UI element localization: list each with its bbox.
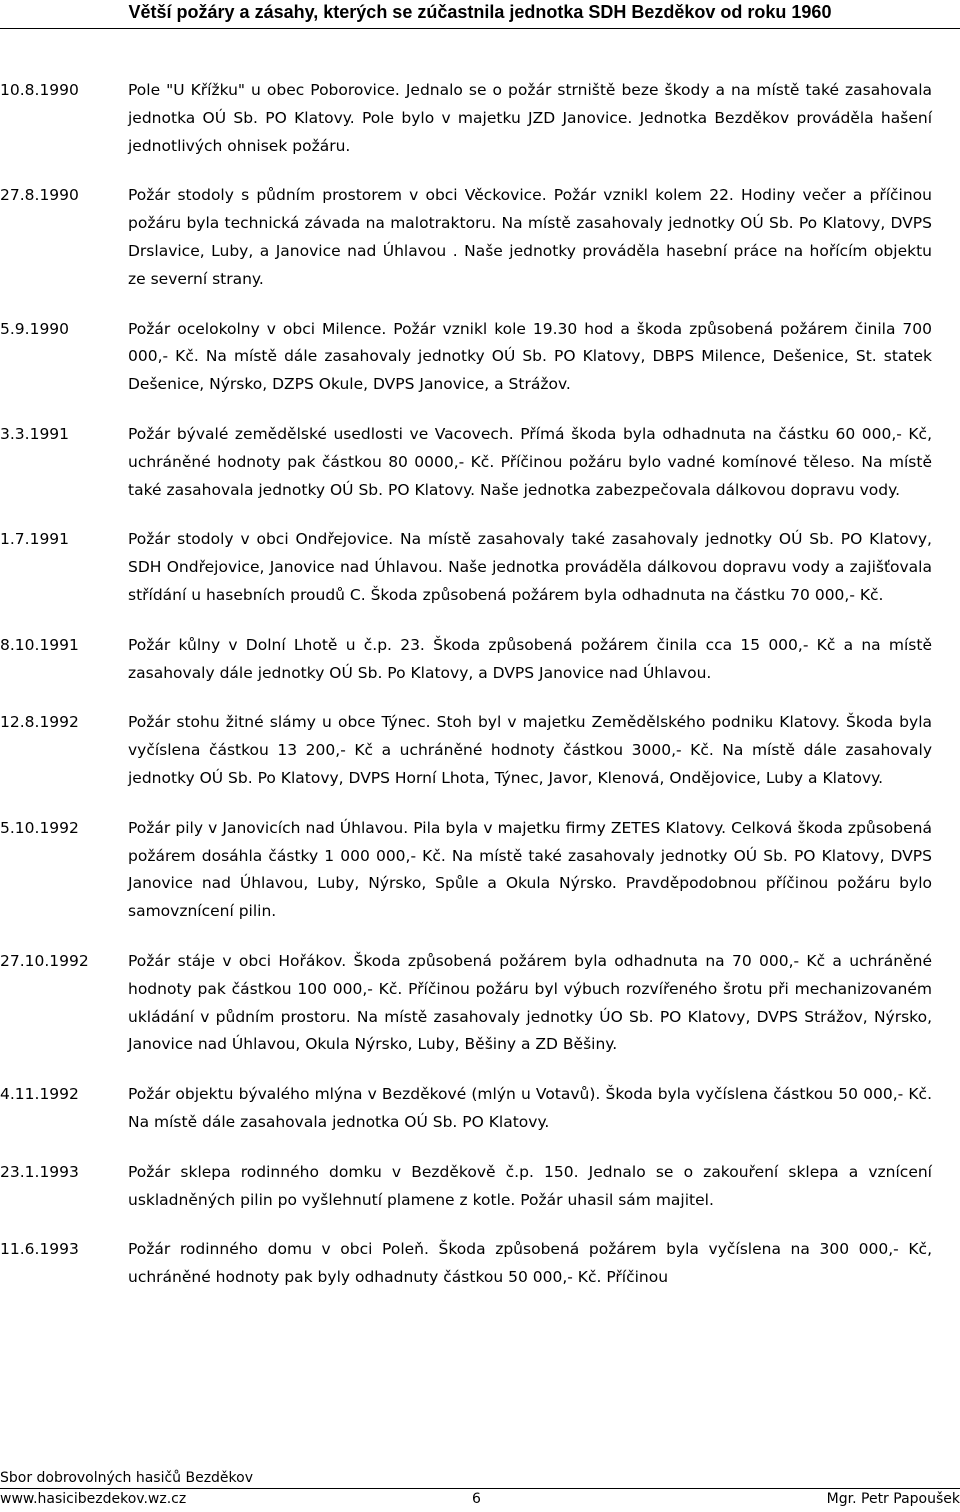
header-divider: [0, 28, 960, 29]
entry-text: Požár rodinného domu v obci Poleň. Škoda způsobená požárem byla vyčíslena na 300 000,- Kč, uchráněné hodnoty pak byly odhadnuty částkou 50 000,- Kč. Příčinou: [128, 1240, 932, 1287]
footer-row: [0, 1488, 960, 1509]
entry-date: 3.3.1991: [0, 424, 70, 443]
entry-date: 10.8.1990: [0, 81, 79, 99]
entry: [0, 632, 960, 688]
entry-date: 12.8.1992: [0, 713, 79, 732]
entry: [0, 526, 960, 609]
entry-date: 23.1.1993: [0, 1162, 79, 1181]
document-title: Větší požáry a zásahy, kterých se zúčastnila jednotka SDH Bezděkov od roku 1960: [128, 2, 832, 22]
entry: [0, 1159, 960, 1215]
entry-text: Požár stodoly s půdním prostorem v obci Věckovice. Požár vznikl kolem 22. Hodiny večer a příčinou požáru byla technická závada na malotraktoru. Na místě zasahovaly jednotky OÚ Sb. Po Klatovy, DVPS Drslavice, Luby, a Janovice nad Úhlavou . Naše jednotky prováděla hasební práce na hořícím objektu ze severní strany.: [128, 186, 932, 288]
entry: [0, 948, 960, 1059]
footer-website-link[interactable]: www.hasicibezdekov.wz.cz: [0, 1491, 187, 1507]
entry-date: 8.10.1991: [0, 635, 79, 654]
entry-date: 1.7.1991: [0, 530, 70, 549]
entry-text: Požár bývalé zemědělské usedlosti ve Vacovech. Přímá škoda byla odhadnuta na částku 60 000,- Kč, uchráněné hodnoty pak částkou 80 0000,- Kč. Příčinou požáru bylo vadné komínové těleso. Na místě také zasahovala jednotky OÚ Sb. PO Klatovy. Naše jednotka zabezpečovala dálkovou dopravu vody.: [128, 424, 932, 499]
entry: [0, 709, 960, 792]
footer-author: Mgr. Petr Papoušek: [826, 1491, 960, 1507]
entry-text: Požár stohu žitné slámy u obce Týnec. Stoh byl v majetku Zemědělského podniku Klatovy. Škoda byla vyčíslena částkou 13 200,- Kč a uchráněné hodnoty částkou 3000,- Kč. Na místě dále zasahovaly jednotky OÚ Sb. Po Klatovy, DVPS Horní Lhota, Týnec, Javor, Klenová, Ondějovice, Luby a Klatovy.: [128, 713, 932, 787]
entry-date: 11.6.1993: [0, 1240, 79, 1259]
entry: [0, 421, 960, 504]
entry: [0, 77, 960, 160]
document-header: [0, 0, 960, 30]
entry: [0, 1081, 960, 1137]
entry-date: 4.11.1992: [0, 1085, 79, 1104]
entry-text: Pole "U Křížku" u obec Poborovice. Jednalo se o požár strniště beze škody a na místě také zasahovala jednotka OÚ Sb. PO Klatovy. Pole bylo v majetku JZD Janovice. Jednotka Bezděkov prováděla hašení jednotlivých ohnisek požáru.: [128, 81, 932, 155]
page-number: 6: [472, 1491, 481, 1507]
entries-list: [0, 77, 960, 1314]
entry-date: 27.8.1990: [0, 186, 79, 205]
entry-date: 5.9.1990: [0, 319, 70, 338]
entry: [0, 1236, 960, 1292]
page-footer: [0, 1468, 960, 1509]
footer-organization: Sbor dobrovolných hasičů Bezděkov: [0, 1470, 253, 1486]
entry: [0, 815, 960, 926]
entry-date: 5.10.1992: [0, 818, 79, 837]
entry-text: Požár pily v Janovicích nad Úhlavou. Pila byla v majetku firmy ZETES Klatovy. Celková škoda způsobená požárem dosáhla částky 1 000 000,- Kč. Na místě také zasahovaly jednotky OÚ Sb. PO Klatovy, DVPS Janovice nad Úhlavou, Luby, Nýrsko, Spůle a Okula Nýrsko. Pravděpodobnou příčinou požáru bylo samovznícení pilin.: [128, 818, 932, 921]
entry-text: Požár ocelokolny v obci Milence. Požár vznikl kole 19.30 hod a škoda způsobená požárem činila 700 000,- Kč. Na místě dále zasahovaly jednotky OÚ Sb. PO Klatovy, DBPS Milence, Dešenice, St. statek Dešenice, Nýrsko, DZPS Okule, DVPS Janovice, a Strážov.: [128, 319, 932, 394]
entry-text: Požár objektu bývalého mlýna v Bezděkové (mlýn u Votavů). Škoda byla vyčíslena částkou 50 000,- Kč. Na místě dále zasahovala jednotka OÚ Sb. PO Klatovy.: [128, 1085, 932, 1131]
entry-text: Požár stodoly v obci Ondřejovice. Na místě zasahovaly také zasahovaly jednotky OÚ Sb. PO Klatovy, SDH Ondřejovice, Janovice nad Úhlavou. Naše jednotka prováděla dálkovou dopravu vody a zajišťovala střídání u hasebních proudů C. Škoda způsobená požárem byla odhadnuta na částku 70 000,- Kč.: [128, 530, 932, 604]
entry-date: 27.10.1992: [0, 951, 89, 970]
entry-text: Požár sklepa rodinného domku v Bezděkově č.p. 150. Jednalo se o zakouření sklepa a vznícení uskladněných pilin po vyšlehnutí plamene z kotle. Požár uhasil sám majitel.: [128, 1162, 932, 1209]
entry: [0, 316, 960, 399]
entry: [0, 182, 960, 293]
entry-text: Požár kůlny v Dolní Lhotě u č.p. 23. Škoda způsobená požárem činila cca 15 000,- Kč a na místě zasahovaly dále jednotky OÚ Sb. Po Klatovy, a DVPS Janovice nad Úhlavou.: [128, 635, 932, 682]
entry-text: Požár stáje v obci Hořákov. Škoda způsobená požárem byla odhadnuta na 70 000,- Kč a uchráněné hodnoty pak částkou 100 000,- Kč. Příčinou požáru byl výbuch rozvířeného šrotu při mechanizovaném ukládání v půdním prostoru. Na místě zasahovaly jednotky ÚO Sb. PO Klatovy, DVPS Strážov, Nýrsko, Janovice nad Úhlavou, Okula Nýrsko, Luby, Běšiny a ZD Běšiny.: [128, 951, 932, 1054]
